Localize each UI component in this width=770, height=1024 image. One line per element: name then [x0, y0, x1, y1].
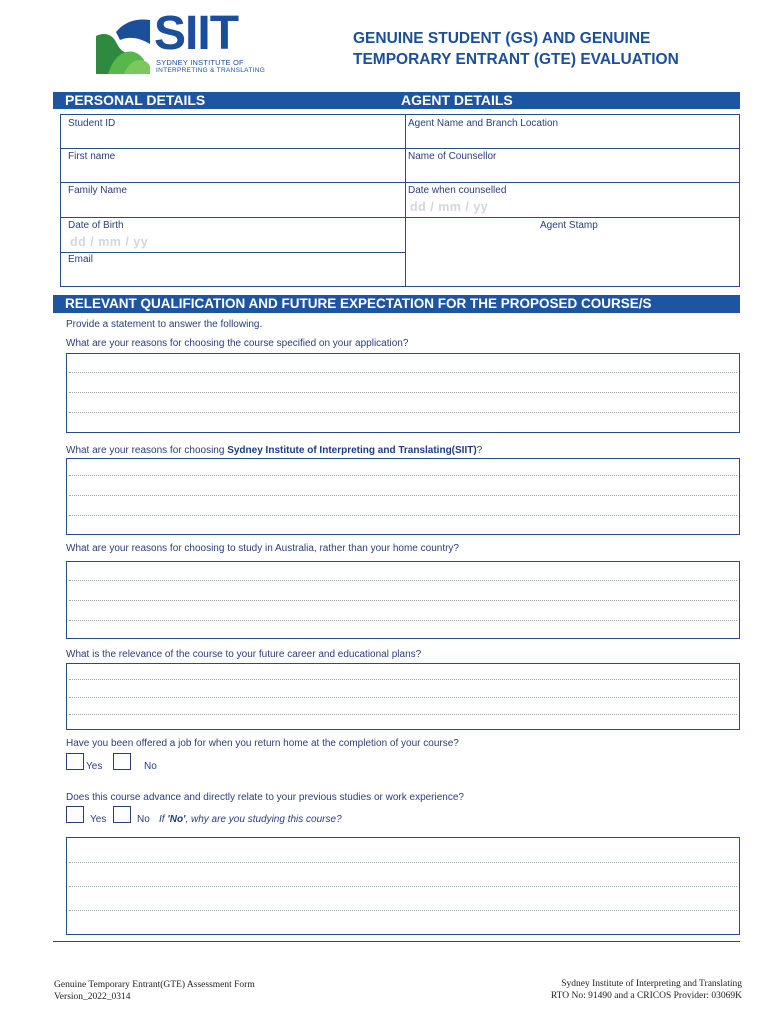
title-line-2: TEMPORARY ENTRANT (GTE) EVALUATION [353, 51, 679, 68]
relevant-qualification-heading: RELEVANT QUALIFICATION AND FUTURE EXPECTATION FOR THE PROPOSED COURSE/S [53, 295, 740, 313]
first-name-field[interactable]: First name [68, 151, 116, 162]
siit-logo [94, 7, 266, 78]
agent-stamp-area[interactable]: Agent Stamp [540, 220, 598, 231]
logo-subtitle-1: SYDNEY INSTITUTE OF [156, 58, 244, 67]
date-of-birth-placeholder: dd / mm / yy [70, 235, 149, 249]
grid-row-line [60, 252, 405, 253]
job-offer-no-label: No [144, 761, 157, 772]
answer-why-studying[interactable] [66, 837, 740, 935]
title-line-1: GENUINE STUDENT (GS) AND GENUINE [353, 30, 651, 47]
instructions-text: Provide a statement to answer the following. [66, 319, 263, 330]
job-offer-no-checkbox[interactable] [113, 753, 131, 770]
counsellor-name-field[interactable]: Name of Counsellor [408, 151, 497, 162]
advance-studies-yes-checkbox[interactable] [66, 806, 84, 823]
details-grid [60, 114, 740, 287]
footer-divider [53, 941, 740, 942]
question-advance-studies: Does this course advance and directly relate to your previous studies or work experience? [66, 792, 464, 803]
footer-rto-cricos: RTO No: 91490 and a CRICOS Provider: 03069K [550, 991, 742, 1001]
logo-subtitle-2: INTERPRETING & TRANSLATING [156, 67, 266, 74]
advance-studies-no-label: No [137, 814, 150, 825]
question-siit-reasons: What are your reasons for choosing Sydney Institute of Interpreting and Translating(SIIT)? [66, 445, 483, 456]
answer-siit-reasons[interactable] [66, 458, 740, 535]
student-id-field[interactable]: Student ID [68, 118, 116, 129]
grid-row-line [60, 148, 740, 149]
advance-studies-yes-label: Yes [90, 814, 107, 825]
agent-details-heading: AGENT DETAILS [401, 92, 513, 108]
question-course-reasons: What are your reasons for choosing the course specified on your application? [66, 338, 409, 349]
email-field[interactable]: Email [68, 254, 94, 265]
date-of-birth-field[interactable]: Date of Birth [68, 220, 124, 231]
details-header-bar [53, 92, 740, 109]
footer-institute-name: Sydney Institute of Interpreting and Translating [561, 979, 742, 989]
advance-studies-if-no-prompt: If 'No', why are you studying this course? [159, 814, 342, 825]
answer-australia-reasons[interactable] [66, 561, 740, 639]
grid-row-line [60, 182, 740, 183]
answer-course-relevance[interactable] [66, 663, 740, 730]
details-grid-divider [405, 114, 406, 287]
grid-row-line [60, 217, 740, 218]
job-offer-yes-label: Yes [86, 761, 103, 772]
personal-details-heading: PERSONAL DETAILS [65, 92, 206, 108]
footer-version: Version_2022_0314 [54, 992, 131, 1002]
question-australia-reasons: What are your reasons for choosing to study in Australia, rather than your home country? [66, 543, 459, 554]
answer-course-reasons[interactable] [66, 353, 740, 433]
question-job-offer: Have you been offered a job for when you return home at the completion of your course? [66, 738, 459, 749]
date-counselled-field[interactable]: Date when counselled [408, 185, 507, 196]
job-offer-yes-checkbox[interactable] [66, 753, 84, 770]
family-name-field[interactable]: Family Name [68, 185, 127, 196]
footer-provider-info [551, 978, 742, 1002]
logo-wordmark: SIIT [154, 7, 239, 60]
footer-form-info [54, 979, 255, 1003]
document-title [353, 28, 733, 70]
agent-name-field[interactable]: Agent Name and Branch Location [408, 118, 559, 129]
question-course-relevance: What is the relevance of the course to your future career and educational plans? [66, 649, 422, 660]
footer-form-name: Genuine Temporary Entrant(GTE) Assessment Form [54, 980, 255, 990]
siit-logo-mark-icon [94, 14, 152, 76]
advance-studies-no-checkbox[interactable] [113, 806, 131, 823]
date-counselled-placeholder: dd / mm / yy [410, 200, 489, 214]
